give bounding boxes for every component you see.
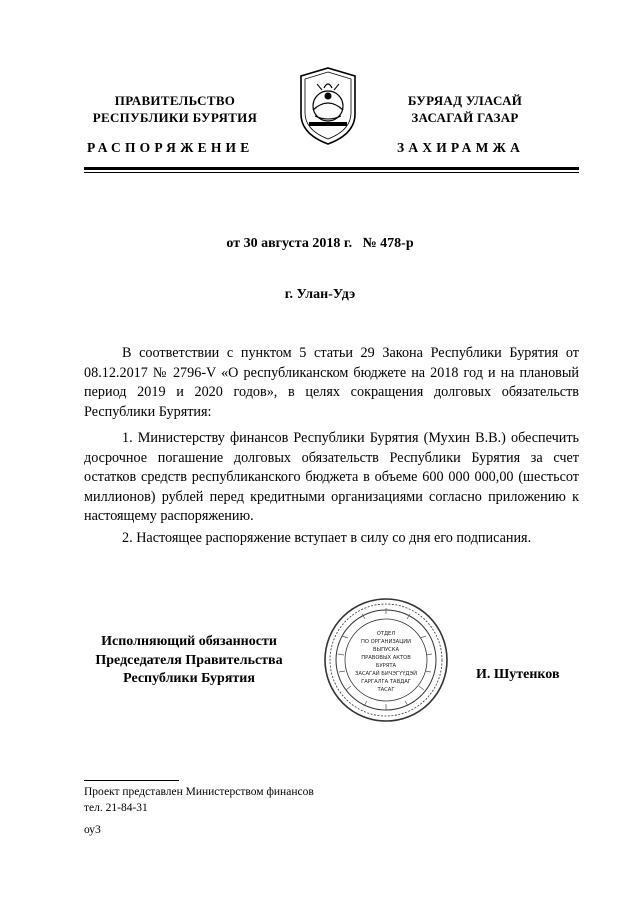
paragraph-preamble: В соответствии с пунктом 5 статьи 29 Закона Республики Бурятия от 08.12.2017 № 2796-V «О республиканском бюджете на 2018 год и на плановый период 2019 и 2020 годов», в целях сокращения долговых обязательств Республики Бурятия:: [84, 345, 579, 420]
seal-text-8: ТАСАГ: [377, 687, 395, 693]
footnote: [84, 784, 314, 816]
seal-text-3: ВЫПУСКА: [372, 647, 400, 653]
seal-text-4: ПРАВОВЫХ АКТОВ: [361, 655, 411, 661]
header-divider-thick: [84, 167, 579, 170]
paragraph-item-1: 1. Министерству финансов Республики Бурятия (Мухин В.В.) обеспечить досрочное погашение долговых обязательств Республики Бурятия за счет остатков средств республиканского бюджета в объеме 600 000 000,00 (шестьсот миллионов) рублей перед кредитными организациями согласно приложению к настоящему распоряжению.: [84, 430, 579, 524]
seal-text-6: ЗАСАГАЙ БИЧЭГҮҮДЭЙ: [355, 671, 417, 677]
signatory-title: [84, 633, 294, 689]
seal-text-1: ОТДЕЛ: [376, 631, 396, 637]
footnote-divider: [84, 780, 179, 781]
official-seal-icon: [322, 596, 450, 724]
header-right-line2: ЗАСАГАЙ ГАЗАР: [411, 110, 519, 125]
signatory-line2: Председателя Правительства: [95, 652, 283, 668]
date-number: от 30 августа 2018 г. № 478-р: [226, 236, 414, 251]
seal-text-2: ПО ОРГАНИЗАЦИИ: [360, 639, 412, 645]
header-divider-thin: [84, 172, 579, 173]
header-right-line1: БУРЯАД УЛАСАЙ: [407, 93, 523, 108]
signatory-name: И. Шутенков: [476, 667, 560, 682]
header-left-line1: ПРАВИТЕЛЬСТВО: [114, 93, 236, 108]
document-code: оу3: [84, 824, 101, 836]
footnote-line1: Проект представлен Министерством финансов: [84, 786, 314, 798]
coat-of-arms-icon: [297, 66, 359, 146]
seal-text-5: БУРЯТА: [375, 663, 397, 669]
doc-type-left: РАСПОРЯЖЕНИЕ: [87, 140, 254, 155]
city: г. Улан-Удэ: [284, 287, 356, 302]
header-right-block: [365, 92, 565, 126]
doc-type-right: ЗАХИРАМЖА: [397, 140, 525, 155]
seal-text-7: ГАРГАЛГА ТАВДАГ: [361, 679, 411, 685]
paragraph-item-2: 2. Настоящее распоряжение вступает в силу со дня его подписания.: [122, 530, 532, 546]
header-left-line2: РЕСПУБЛИКИ БУРЯТИЯ: [92, 110, 258, 125]
footnote-line2: тел. 21-84-31: [84, 802, 148, 814]
signatory-line3: Республики Бурятия: [123, 671, 255, 686]
header-left-block: [70, 92, 280, 126]
signatory-line1: Исполняющий обязанности: [101, 634, 277, 649]
